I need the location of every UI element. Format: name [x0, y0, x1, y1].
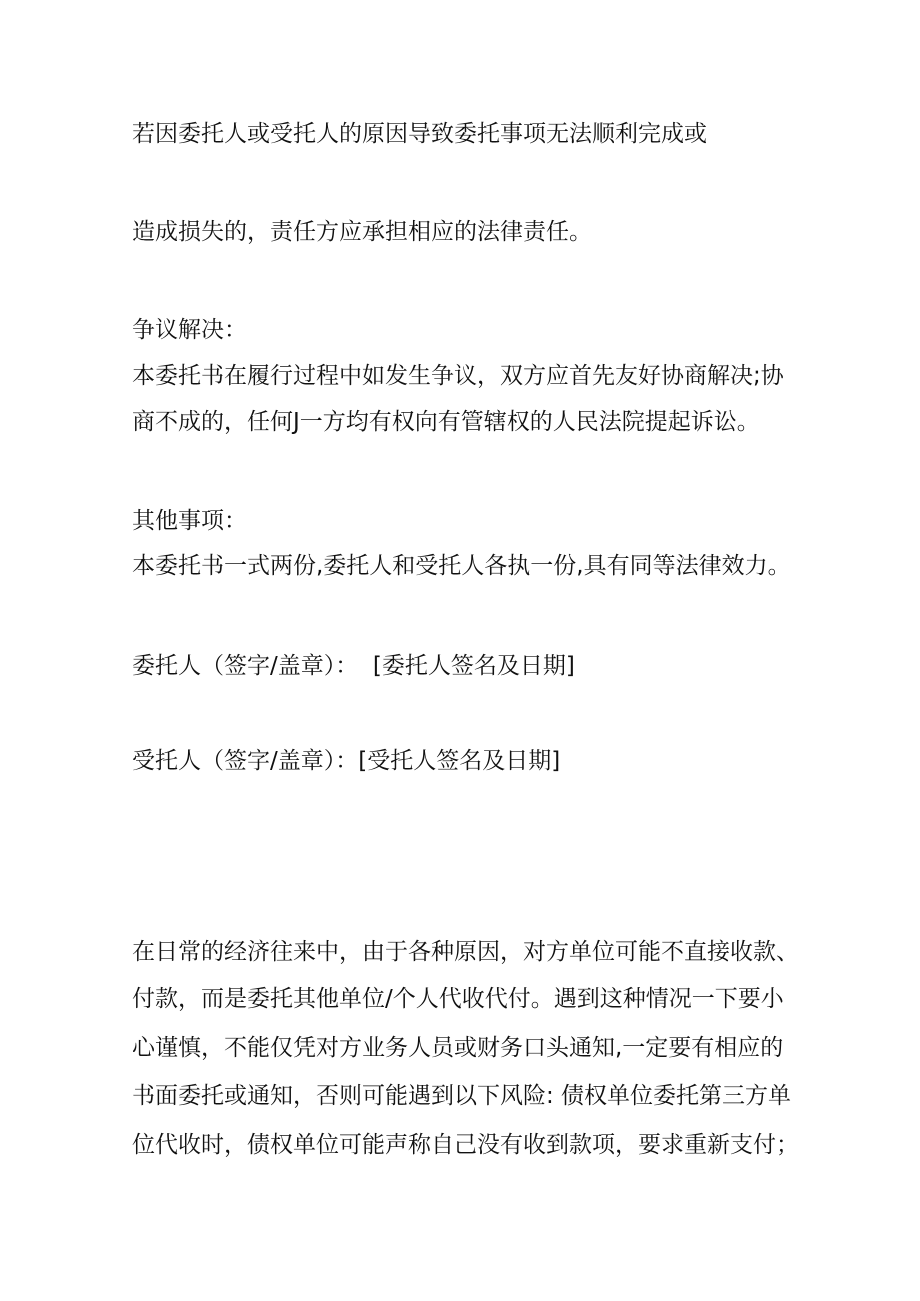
agent-signature-line: 受托人（签字/盖章）：[受托人签名及日期] [132, 748, 561, 774]
paragraph-line: 商不成的，任何J一方均有权向有管辖权的人民法院提起诉讼。 [132, 409, 760, 435]
section-heading-dispute: 争议解决： [132, 317, 247, 343]
paragraph-line: 心谨慎，不能仅凭对方业务人员或财务口头通知,一定要有相应的 [132, 1035, 784, 1061]
paragraph-line: 书面委托或通知，否则可能遇到以下风险: 债权单位委托第三方单 [132, 1083, 792, 1109]
paragraph-line: 付款，而是委托其他单位/个人代收代付。遇到这种情况一下要小 [132, 986, 784, 1012]
paragraph-line: 在日常的经济往来中，由于各种原因，对方单位可能不直接收款、 [132, 939, 799, 965]
principal-signature-line: 委托人（签字/盖章）： [委托人签名及日期] [132, 653, 575, 679]
paragraph-line: 本委托书一式两份,委托人和受托人各执一份,具有同等法律效力。 [132, 553, 791, 579]
paragraph-line: 本委托书在履行过程中如发生争议，双方应首先友好协商解决;协 [132, 363, 784, 389]
paragraph-line: 若因委托人或受托人的原因导致委托事项无法顺利完成或 [132, 121, 707, 147]
paragraph-line: 位代收时，债权单位可能声称自己没有收到款项，要求重新支付； [132, 1132, 799, 1158]
section-heading-other: 其他事项： [132, 508, 247, 534]
paragraph-line: 造成损失的，责任方应承担相应的法律责任。 [132, 219, 592, 245]
